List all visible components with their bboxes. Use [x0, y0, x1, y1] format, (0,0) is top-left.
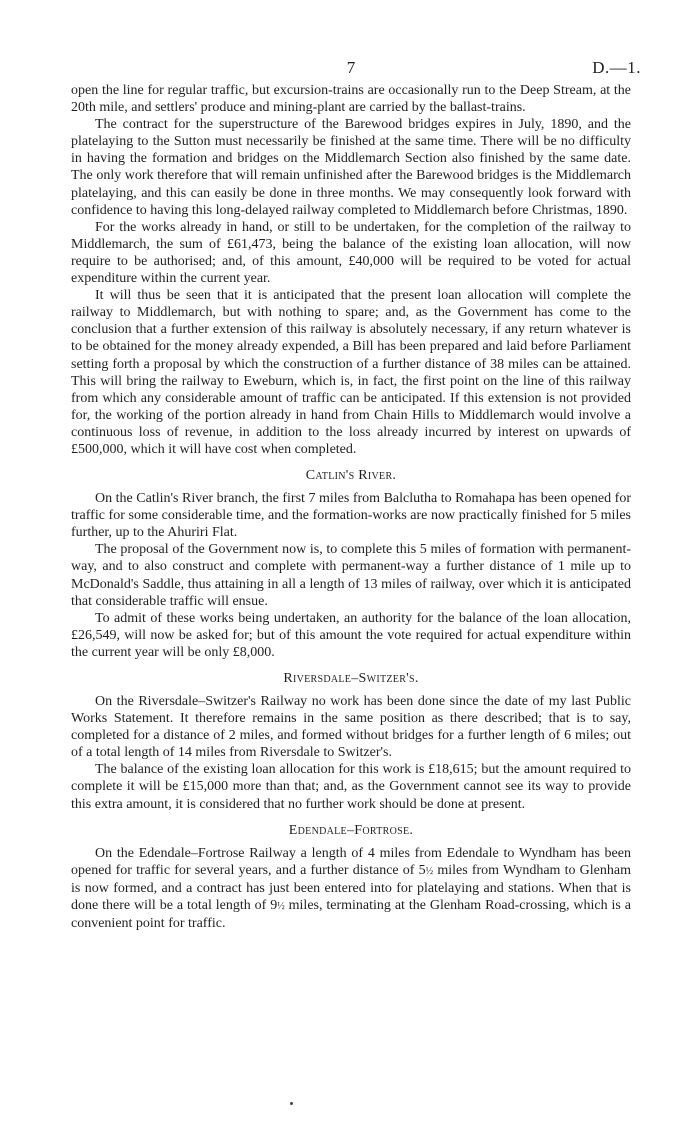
section-heading-catlins: Catlin's River.: [305, 468, 397, 484]
edendale-text-c: miles, terminating at the Glenham Road-crossing, which is a convenient point for traffic.: [71, 897, 631, 932]
footer-dot: [290, 1102, 293, 1105]
edendale-paragraph-1: [71, 845, 631, 932]
section-heading-edendale: Edendale–Fortrose.: [288, 822, 414, 838]
catlins-paragraph-1: On the Catlin's River branch, the first 7 miles from Balclutha to Romahapa has been opened for traffic for some considerable time, and the formation-works are now practically finished for 5 miles further, up to the Ahuriri Flat.: [71, 491, 631, 541]
running-head: [71, 58, 641, 82]
page-number: 7: [346, 58, 356, 77]
body-text: [71, 82, 631, 932]
catlins-paragraph-3: To admit of these works being undertaken, an authority for the balance of the loan allocation, £26,549, will now be asked for; but of this amount the vote required for actual expenditure within the current year will be only £8,000.: [71, 610, 631, 660]
riversdale-paragraph-2: The balance of the existing loan allocation for this work is £18,615; but the amount required to complete it will be £15,000 more than that; and, as the Government cannot see its way to provide this extra amount, it is considered that no further work should be done at present.: [71, 762, 631, 812]
edendale-text-b: miles from Wyndham to Glenham is now formed, and a contract has just been entered into for platelaying and stations. When that is done there will be a total length of 9: [71, 862, 631, 913]
intro-paragraph-1: open the line for regular traffic, but excursion-trains are occasionally run to the Deep Stream, at the 20th mile, and settlers' produce and mining-plant are carried by the ballast-trains.: [71, 83, 631, 116]
intro-paragraph-4: It will thus be seen that it is anticipated that the present loan allocation will complete the railway to Middlemarch, but with nothing to spare; and, as the Government has come to the conclusion that a further extension of this railway is absolutely necessary, if any return whatever is to be obtained for the money already expended, a Bill has been prepared and laid before Parliament setting forth a proposal by which the construction of a further distance of 38 miles can be attained. This will bring the railway to Eweburn, which is, in fact, the first point on the line of this railway from which any considerable amount of traffic can be anticipated. If this extension is not provided for, the working of the portion already in hand from Chain Hills to Middlemarch would involve a continuous loss of revenue, in addition to the loss already incurred by interest on upwards of £500,000, which it will have cost when completed.: [71, 288, 631, 457]
fraction-half-1: ½: [425, 865, 434, 877]
catlins-paragraph-2: The proposal of the Government now is, to complete this 5 miles of formation with permanent-way, and to also construct and complete with permanent-way a further distance of 1 mile up to McDonald's Saddle, thus attaining in all a length of 13 miles of railway, over which it is anticipated that considerable traffic will ensue.: [71, 542, 631, 609]
riversdale-paragraph-1: On the Riversdale–Switzer's Railway no work has been done since the date of my last Public Works Statement. It therefore remains in the same position as there described; that is to say, completed for a distance of 2 miles, and formed without bridges for a further length of 6 miles; out of a total length of 14 miles from Riversdale to Switzer's.: [71, 694, 631, 761]
intro-paragraph-2: The contract for the superstructure of the Barewood bridges expires in July, 1890, and the platelaying to the Sutton must necessarily be finished at the same time. There will be no difficulty in having the formation and bridges on the Middlemarch Section also finished by the same date. The only work therefore that will remain unfinished after the Barewood bridges is the Middlemarch platelaying, and this can easily be done in three months. We may consequently look forward with confidence to having this long-delayed railway completed to Middlemarch before Christmas, 1890.: [71, 117, 631, 218]
section-heading-riversdale: Riversdale–Switzer's.: [283, 671, 419, 686]
intro-paragraph-3: For the works already in hand, or still to be undertaken, for the completion of the railway to Middlemarch, the sum of £61,473, being the balance of the existing loan allocation, will now require to be authorised; and, of this amount, £40,000 will be required to be voted for actual expenditure within the current year.: [71, 219, 631, 287]
document-code: D.—1.: [592, 58, 641, 77]
document-page: [71, 58, 641, 932]
edendale-text-a: On the Edendale–Fortrose Railway a length of 4 miles from Edendale to Wyndham has been opened for traffic for several years, and a further distance of 5: [71, 845, 631, 878]
fraction-half-2: ½: [277, 900, 285, 912]
